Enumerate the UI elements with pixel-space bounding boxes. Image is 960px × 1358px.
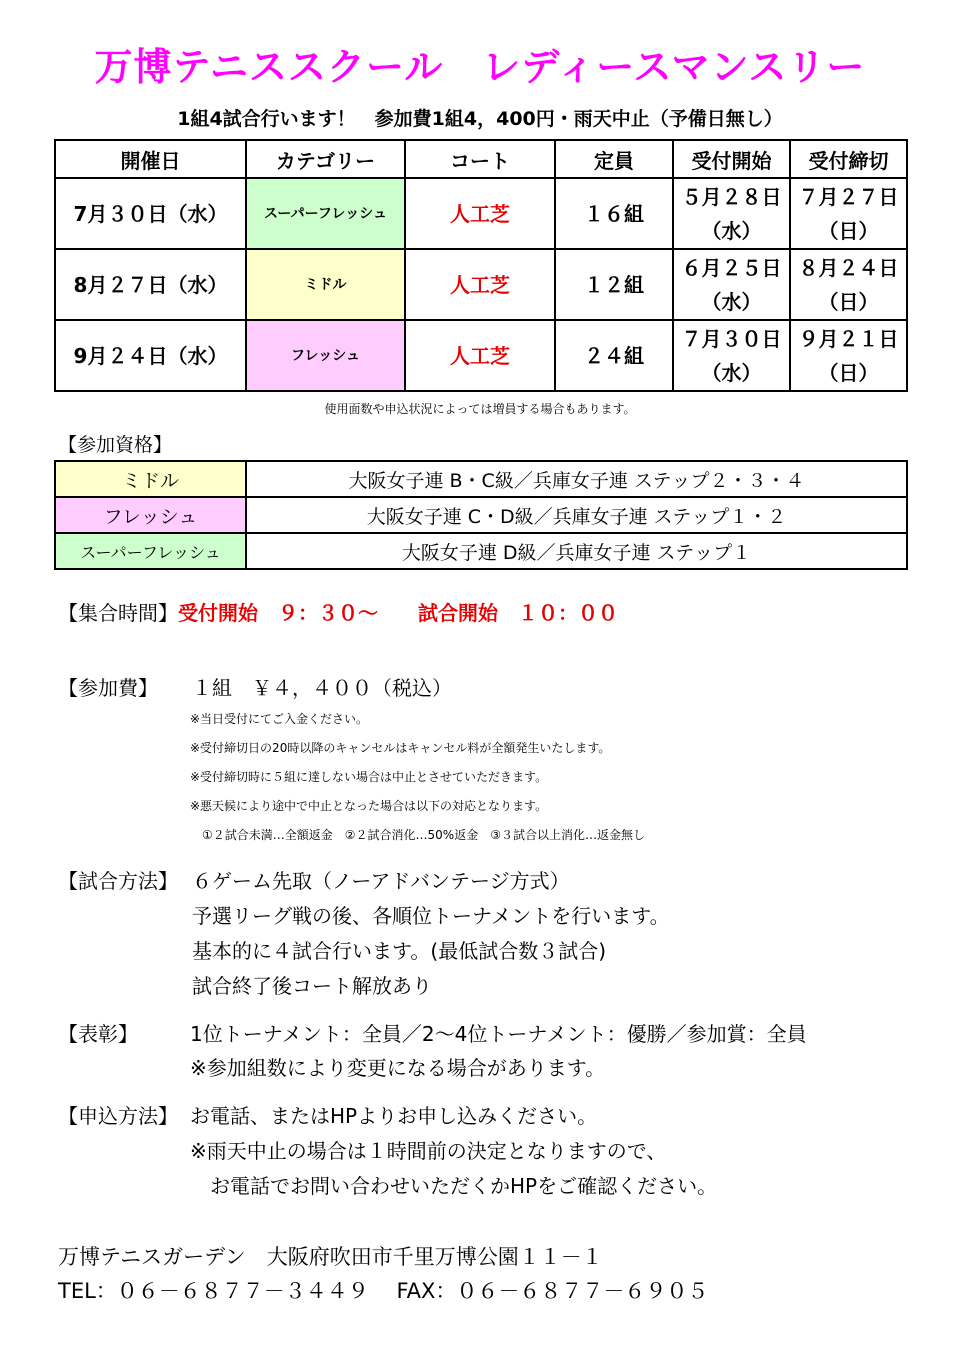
table-row [55, 249, 907, 320]
header-capacity: 定員 [555, 140, 673, 178]
apply-line: お電話、またはHPよりお申し込みください。 [190, 1104, 598, 1128]
close-weekday: （日） [818, 360, 879, 385]
meeting-heading: 【集合時間】 [58, 601, 178, 625]
event-date: 8月２７日（水） [55, 249, 246, 320]
fee-note: ※当日受付にてご入金ください。 [190, 712, 369, 726]
award-heading: 【表彰】 [58, 1022, 138, 1046]
method-line: 予選リーグ戦の後、各順位トーナメントを行います。 [192, 904, 670, 928]
page-title: 万博テニススクール レディースマンスリー [94, 45, 866, 89]
event-open [673, 320, 790, 391]
header-date: 開催日 [55, 140, 246, 178]
eligibility-category: スーパーフレッシュ [55, 533, 246, 569]
table-row [55, 533, 907, 569]
table-row [55, 178, 907, 249]
eligibility-heading: 【参加資格】 [58, 434, 173, 456]
event-close [790, 320, 907, 391]
event-close [790, 178, 907, 249]
method-line: 基本的に４試合行います。(最低試合数３試合) [192, 939, 607, 963]
close-weekday: （日） [818, 289, 879, 314]
event-court: 人工芝 [405, 249, 555, 320]
open-date: ６月２５日 [681, 255, 782, 280]
fee-note: ※悪天候により途中で中止となった場合は以下の対応となります。 [190, 799, 548, 813]
close-date: ９月２１日 [798, 326, 899, 351]
close-date: ８月２４日 [798, 255, 899, 280]
open-date: ７月３０日 [681, 326, 782, 351]
header-close: 受付締切 [790, 140, 907, 178]
open-weekday: （水） [701, 289, 762, 314]
fee-heading: 【参加費】 [58, 676, 158, 700]
event-capacity: １２組 [555, 249, 673, 320]
fee-amount: １組 ￥４，４００（税込） [192, 676, 452, 700]
event-court: 人工芝 [405, 320, 555, 391]
event-category: ミドル [246, 249, 405, 320]
event-open [673, 249, 790, 320]
fee-refund-policy: ①２試合未満…全額返金 ②２試合消化…50%返金 ③３試合以上消化…返金無し [202, 828, 645, 842]
page-subtitle: 1組4試合行います！ 参加費1組4，400円・雨天中止（予備日無し） [177, 108, 783, 130]
eligibility-table [54, 460, 908, 570]
event-close [790, 249, 907, 320]
event-category: フレッシュ [246, 320, 405, 391]
footer-address: 万博テニスガーデン 大阪府吹田市千里万博公園１１－１ [58, 1245, 603, 1269]
event-date: 7月３０日（水） [55, 178, 246, 249]
event-court: 人工芝 [405, 178, 555, 249]
open-date: ５月２８日 [681, 184, 782, 209]
apply-heading: 【申込方法】 [58, 1104, 178, 1128]
method-heading: 【試合方法】 [58, 869, 178, 893]
meeting-section [58, 597, 618, 626]
method-line: ６ゲーム先取（ノーアドバンテージ方式） [192, 869, 570, 893]
table-row [55, 497, 907, 533]
close-date: ７月２７日 [798, 184, 899, 209]
award-line: 1位トーナメント：全員／2～4位トーナメント：優勝／参加賞：全員 [190, 1022, 807, 1046]
eligibility-requirement: 大阪女子連 D級／兵庫女子連 ステップ１ [246, 533, 907, 569]
close-weekday: （日） [818, 218, 879, 243]
capacity-note: 使用面数や申込状況によっては増員する場合もあります。 [324, 402, 636, 416]
meeting-times: 受付開始 ９：３０～ 試合開始 １０：００ [178, 601, 618, 625]
apply-line: お電話でお問い合わせいただくかHPをご確認ください。 [210, 1174, 718, 1198]
event-date: 9月２４日（水） [55, 320, 246, 391]
award-note: ※参加組数により変更になる場合があります。 [190, 1056, 606, 1080]
apply-line: ※雨天中止の場合は１時間前の決定となりますので、 [190, 1139, 667, 1163]
eligibility-requirement: 大阪女子連 C・D級／兵庫女子連 ステップ１・２ [246, 497, 907, 533]
schedule-table [54, 139, 908, 392]
event-capacity: １６組 [555, 178, 673, 249]
fee-note: ※受付締切時に５組に達しない場合は中止とさせていただきます。 [190, 770, 548, 784]
fee-note: ※受付締切日の20時以降のキャンセルはキャンセル料が全額発生いたします。 [190, 741, 611, 755]
eligibility-category: ミドル [55, 461, 246, 497]
event-capacity: ２４組 [555, 320, 673, 391]
method-line: 試合終了後コート解放あり [192, 974, 432, 998]
header-court: コート [405, 140, 555, 178]
open-weekday: （水） [701, 218, 762, 243]
header-open: 受付開始 [673, 140, 790, 178]
table-row [55, 320, 907, 391]
eligibility-category: フレッシュ [55, 497, 246, 533]
event-category: スーパーフレッシュ [246, 178, 405, 249]
open-weekday: （水） [701, 360, 762, 385]
eligibility-requirement: 大阪女子連 B・C級／兵庫女子連 ステップ２・３・４ [246, 461, 907, 497]
event-open [673, 178, 790, 249]
footer-phone: TEL：０６－６８７７－３４４９ FAX：０６－６８７７－６９０５ [58, 1279, 709, 1303]
header-category: カテゴリー [246, 140, 405, 178]
table-row [55, 461, 907, 497]
schedule-header-row [55, 140, 907, 178]
